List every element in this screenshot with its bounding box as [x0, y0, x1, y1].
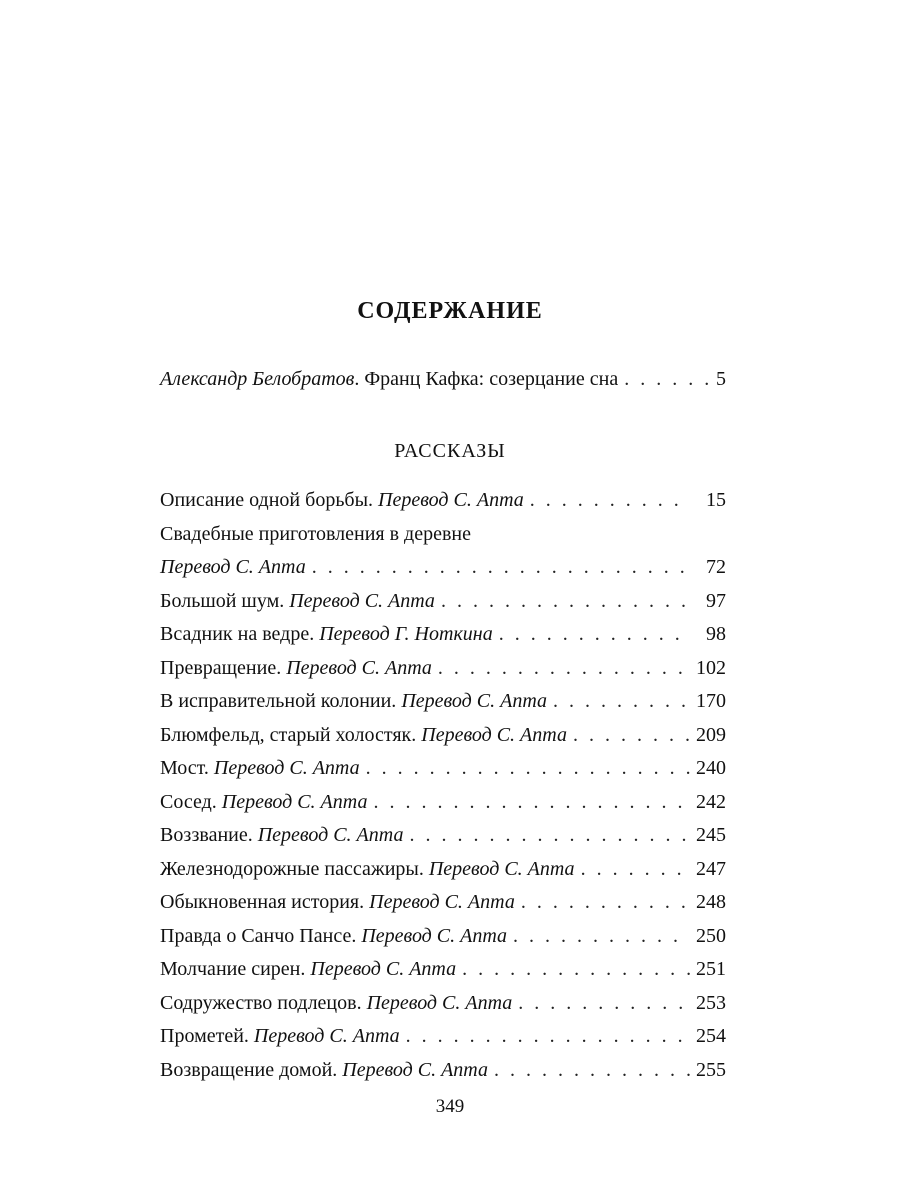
intro-entry-title [160, 368, 618, 391]
intro-page-number: 5 [716, 368, 726, 390]
dot-leader [499, 618, 690, 652]
translator: Перевод С. Апта [213, 757, 360, 779]
translator: Перевод С. Апта [286, 656, 432, 679]
dot-leader [513, 920, 690, 954]
toc-entry-page: 255 [696, 1058, 726, 1081]
toc-entry-title [160, 652, 432, 686]
toc-entry-title [160, 518, 471, 552]
toc-entry [160, 1054, 726, 1088]
toc-entry [160, 953, 726, 987]
dot-leader [406, 1020, 690, 1054]
toc-entry-page: 245 [696, 824, 726, 846]
dot-leader [373, 786, 690, 820]
toc-entry-title [160, 685, 547, 719]
toc-entry [160, 1020, 726, 1054]
toc-entry [160, 886, 726, 920]
toc-entry [160, 518, 726, 552]
toc-entry-title [160, 920, 507, 954]
translator: Перевод С. Апта [428, 857, 575, 880]
toc-entry [160, 819, 726, 853]
translator: Перевод С. Апта [401, 690, 548, 712]
toc-entry-title [160, 853, 575, 887]
dot-leader [366, 752, 690, 786]
toc-entry-title [160, 484, 524, 518]
translator: Перевод С. Апта [378, 489, 524, 511]
translator: Перевод С. Апта [221, 790, 368, 813]
toc-entry-title [160, 786, 367, 820]
toc-entry-title [160, 819, 403, 853]
story-title: Обыкновенная история. [160, 891, 370, 913]
toc-entry [160, 987, 726, 1021]
story-title: Прометей. [160, 1025, 254, 1047]
toc-entry-title [160, 719, 567, 753]
dot-leader [581, 853, 690, 887]
toc-entries [160, 484, 726, 1087]
story-title: Железнодорожные пассажиры. [160, 857, 429, 880]
story-title: Большой шум. [160, 589, 290, 612]
dot-leader [553, 685, 690, 719]
toc-entry-title [160, 585, 435, 619]
translator: Перевод С. Апта [310, 958, 457, 980]
toc-entry [160, 484, 726, 518]
translator: Перевод С. Апта [342, 1058, 488, 1081]
toc-entry-page: 250 [696, 924, 726, 947]
dot-leader [462, 953, 690, 987]
story-title: Описание одной борьбы. [160, 489, 379, 511]
intro-author: Александр Белобратов [160, 368, 355, 390]
dot-leader [438, 652, 690, 686]
toc-entry [160, 920, 726, 954]
dot-leader [494, 1054, 690, 1088]
story-title: Всадник на ведре. [160, 623, 320, 645]
intro-entry [160, 368, 726, 391]
dot-leader [521, 886, 690, 920]
toc-entry [160, 719, 726, 753]
translator: Перевод Г. Ноткина [319, 623, 493, 645]
toc-entry-title [160, 752, 360, 786]
toc-entry-title [160, 987, 512, 1021]
intro-title: . Франц Кафка: созерцание сна [354, 368, 619, 390]
toc-entry-title [160, 953, 456, 987]
translator: Перевод С. Апта [253, 1025, 400, 1047]
toc-entry [160, 618, 726, 652]
toc-entry-title [160, 551, 306, 585]
translator: Перевод С. Апта [361, 924, 508, 947]
story-title: Правда о Санчо Пансе. [160, 924, 362, 947]
dot-leader [624, 368, 710, 391]
toc-entry-page: 209 [696, 723, 726, 746]
story-title: Молчание сирен. [160, 958, 311, 980]
toc-entry-page: 254 [696, 1025, 726, 1047]
section-heading: РАССКАЗЫ [394, 440, 506, 462]
story-title: Свадебные приготовления в деревне [160, 522, 472, 545]
toc-entry-page: 97 [706, 589, 726, 612]
toc-entry-page: 248 [696, 891, 726, 913]
story-title: Превращение. [160, 656, 287, 679]
dot-leader [573, 719, 690, 753]
toc-entry-page: 240 [696, 757, 726, 779]
toc-entry [160, 752, 726, 786]
toc-entry-page: 242 [696, 790, 726, 813]
dot-leader [312, 551, 690, 585]
translator: Перевод С. Апта [366, 991, 513, 1014]
translator: Перевод С. Апта [257, 824, 404, 846]
toc-entry-title [160, 1020, 400, 1054]
translator: Перевод С. Апта [160, 556, 306, 578]
dot-leader [441, 585, 690, 619]
page-number: 349 [435, 1096, 465, 1117]
toc-entry-page: 98 [706, 623, 726, 645]
dot-leader [530, 484, 690, 518]
toc-entry-page: 170 [696, 690, 726, 712]
toc-entry-page: 102 [696, 656, 726, 679]
toc-entry [160, 685, 726, 719]
translator: Перевод С. Апта [369, 891, 515, 913]
toc-entry [160, 652, 726, 686]
toc-entry-page: 253 [696, 991, 726, 1014]
toc-entry [160, 585, 726, 619]
toc-entry-title [160, 618, 493, 652]
story-title: Возвращение домой. [160, 1058, 343, 1081]
story-title: Сосед. [160, 790, 222, 813]
dot-leader [409, 819, 690, 853]
toc-entry [160, 853, 726, 887]
toc-entry-page: 247 [696, 857, 726, 880]
story-title: Содружество подлецов. [160, 991, 367, 1014]
translator: Перевод С. Апта [289, 589, 435, 612]
toc-entry-page: 251 [696, 958, 726, 980]
toc-entry-title [160, 1054, 488, 1088]
translator: Перевод С. Апта [421, 723, 567, 746]
contents-heading: СОДЕРЖАНИЕ [357, 298, 543, 324]
toc-entry-page: 15 [706, 489, 726, 511]
toc-entry [160, 786, 726, 820]
story-title: Воззвание. [160, 824, 258, 846]
toc-entry [160, 551, 726, 585]
story-title: Блюмфельд, старый холостяк. [160, 723, 422, 746]
toc-entry-title [160, 886, 515, 920]
story-title: В исправительной колонии. [160, 690, 402, 712]
dot-leader [518, 987, 690, 1021]
toc-entry-page: 72 [706, 556, 726, 578]
story-title: Мост. [160, 757, 214, 779]
